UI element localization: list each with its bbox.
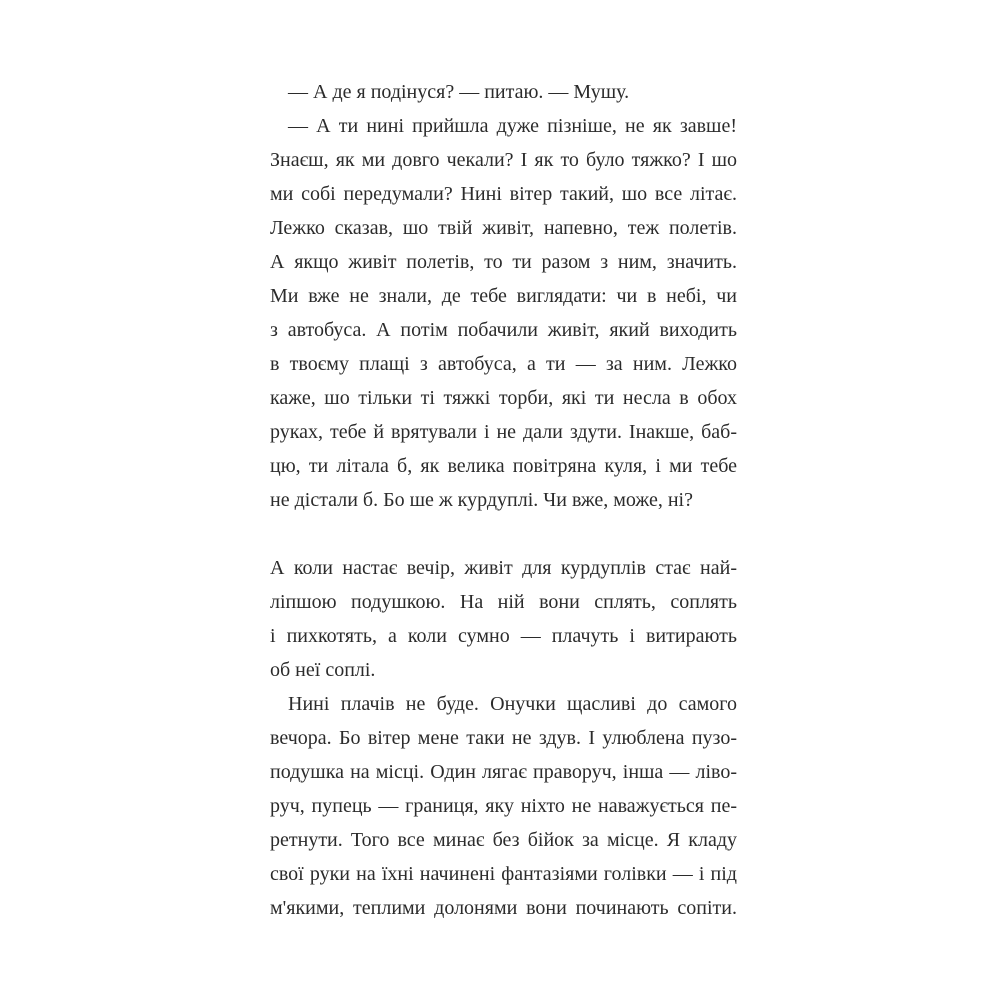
text-line: — А де я подінуся? — питаю. — Мушу.: [288, 81, 630, 103]
text-line: Нині плачів не буде. Онучки щасливі до самого: [288, 693, 737, 715]
text-line: подушка на місці. Один лягає праворуч, інша — ліво-: [270, 761, 737, 783]
text-line: ретнути. Того все минає без бійок за місце. Я кладу: [270, 829, 737, 851]
text-line: А якщо живіт полетів, то ти разом з ним, значить.: [270, 251, 737, 273]
text-line: ліпшою подушкою. На ній вони сплять, соплять: [270, 591, 737, 613]
text-line: Ми вже не знали, де тебе виглядати: чи в небі, чи: [270, 285, 737, 307]
text-line: з автобуса. А потім побачили живіт, який виходить: [270, 319, 737, 341]
text-line: м'якими, теплими долонями вони починають сопіти.: [270, 897, 737, 919]
text-line: каже, шо тільки ті тяжкі торби, які ти несла в обох: [270, 387, 737, 409]
text-line: Знаєш, як ми довго чекали? І як то було тяжко? І шо: [270, 149, 737, 171]
text-line: свої руки на їхні начинені фантазіями голівки — і під: [270, 863, 737, 885]
text-line: — А ти нині прийшла дуже пізніше, не як завше!: [288, 115, 737, 137]
text-line: об неї соплі.: [270, 659, 376, 681]
text-line: руч, пупець — границя, яку ніхто не наважується пе-: [270, 795, 737, 817]
text-line: ми собі передумали? Нині вітер такий, шо все літає.: [270, 183, 737, 205]
text-line: вечора. Бо вітер мене таки не здув. І улюблена пузо-: [270, 727, 737, 749]
text-line: не дістали б. Бо ше ж курдуплі. Чи вже, може, ні?: [270, 489, 693, 511]
text-line: руках, тебе й врятували і не дали здути. Інакше, баб-: [270, 421, 737, 443]
text-line: цю, ти літала б, як велика повітряна куля, і ми тебе: [270, 455, 737, 477]
text-line: в твоєму плащі з автобуса, а ти — за ним. Лежко: [270, 353, 737, 375]
text-line: і пихкотять, а коли сумно — плачуть і витирають: [270, 625, 737, 647]
text-line: Лежко сказав, шо твій живіт, напевно, теж полетів.: [270, 217, 737, 239]
text-line: А коли настає вечір, живіт для курдуплів стає най-: [270, 557, 737, 579]
